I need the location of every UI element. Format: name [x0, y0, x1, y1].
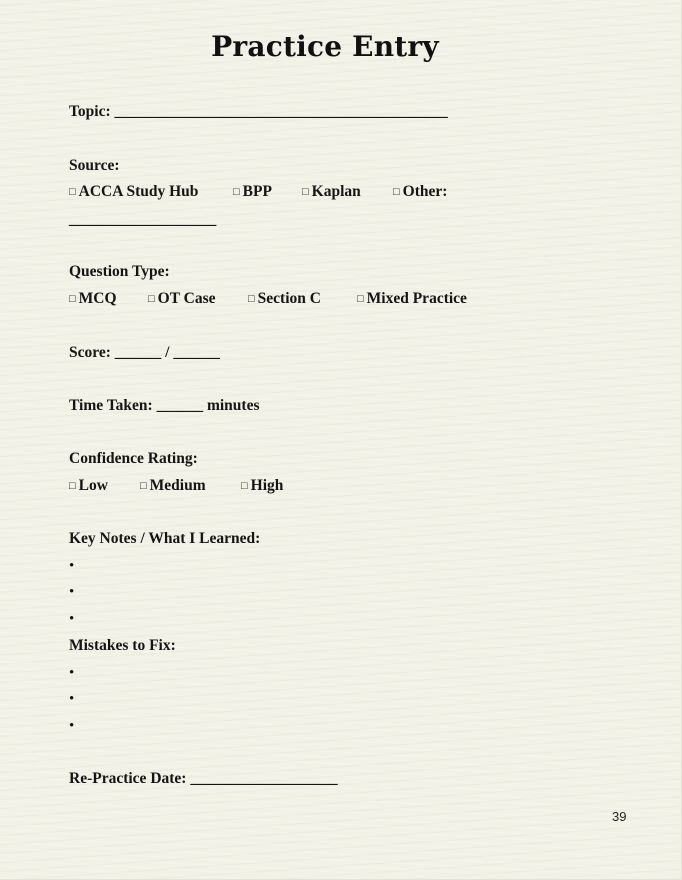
checkbox-icon[interactable]: □	[69, 480, 76, 492]
source-label: Source:	[69, 157, 120, 174]
time-taken-blank[interactable]: ______ minutes	[156, 397, 260, 414]
question-type-option-label: OT Case	[157, 290, 216, 307]
source-option-label: Kaplan	[311, 183, 361, 200]
checkbox-icon[interactable]: □	[233, 186, 240, 198]
source-option-kaplan[interactable]	[302, 183, 361, 201]
checkbox-icon[interactable]: □	[69, 186, 76, 198]
mistakes-bullet[interactable]: •	[69, 718, 75, 734]
topic-line	[69, 103, 448, 121]
time-taken-line	[69, 397, 260, 415]
checkbox-icon[interactable]: □	[302, 186, 309, 198]
checkbox-icon[interactable]: □	[140, 480, 147, 492]
mistakes-label: Mistakes to Fix:	[69, 637, 176, 654]
confidence-option-label: High	[250, 477, 284, 494]
repractice-line	[69, 770, 338, 788]
page-number: 39	[612, 809, 627, 824]
source-option-bpp[interactable]	[233, 183, 272, 201]
confidence-option-label: Medium	[149, 477, 206, 494]
question-type-option-label: Section C	[257, 290, 321, 307]
source-option-acca[interactable]	[69, 183, 198, 201]
question-type-option-section-c[interactable]	[248, 290, 321, 308]
key-notes-label: Key Notes / What I Learned:	[69, 530, 261, 547]
question-type-option-mcq[interactable]	[69, 290, 117, 308]
question-type-option-label: MCQ	[78, 290, 117, 307]
source-other-blank[interactable]: ___________________	[69, 211, 217, 228]
question-type-option-ot-case[interactable]	[148, 290, 216, 308]
confidence-option-low[interactable]	[69, 477, 108, 495]
mistakes-bullet[interactable]: •	[69, 691, 75, 707]
source-option-label: ACCA Study Hub	[78, 183, 199, 200]
topic-blank[interactable]: ___________________________________________	[114, 103, 448, 120]
confidence-option-label: Low	[78, 477, 108, 494]
checkbox-icon[interactable]: □	[393, 186, 400, 198]
confidence-label: Confidence Rating:	[69, 450, 198, 467]
source-option-label: Other:	[402, 183, 448, 200]
confidence-option-medium[interactable]	[140, 477, 206, 495]
repractice-blank[interactable]: ___________________	[190, 770, 338, 787]
checkbox-icon[interactable]: □	[148, 293, 155, 305]
checkbox-icon[interactable]: □	[357, 293, 364, 305]
time-taken-label: Time Taken:	[69, 397, 153, 414]
checkbox-icon[interactable]: □	[241, 480, 248, 492]
source-option-other[interactable]	[393, 183, 447, 201]
key-notes-bullet[interactable]: •	[69, 584, 75, 600]
score-label: Score:	[69, 344, 111, 361]
score-blank[interactable]: ______ / ______	[114, 344, 220, 361]
key-notes-bullet[interactable]: •	[69, 611, 75, 627]
question-type-option-mixed[interactable]	[357, 290, 467, 308]
repractice-label: Re-Practice Date:	[69, 770, 187, 787]
page-title: Practice Entry	[211, 30, 439, 63]
source-option-label: BPP	[242, 183, 272, 200]
score-line	[69, 344, 220, 362]
confidence-option-high[interactable]	[241, 477, 283, 495]
checkbox-icon[interactable]: □	[69, 293, 76, 305]
checkbox-icon[interactable]: □	[248, 293, 255, 305]
mistakes-bullet[interactable]: •	[69, 665, 75, 681]
question-type-option-label: Mixed Practice	[366, 290, 467, 307]
key-notes-bullet[interactable]: •	[69, 558, 75, 574]
question-type-label: Question Type:	[69, 263, 170, 280]
topic-label: Topic:	[69, 103, 111, 120]
